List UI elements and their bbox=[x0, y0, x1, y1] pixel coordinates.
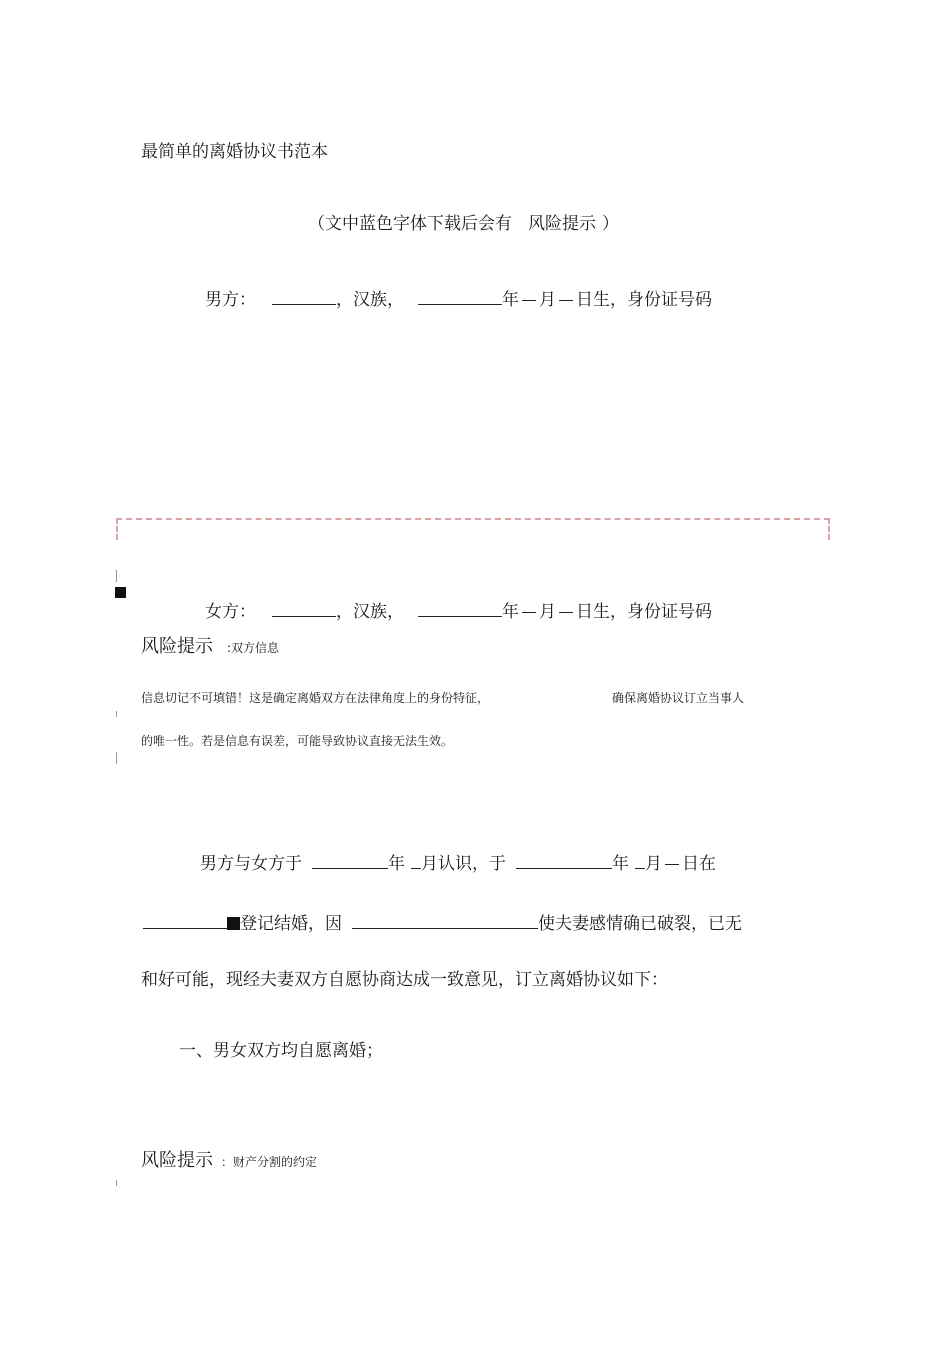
female-name-blank bbox=[272, 600, 336, 617]
para-text: 年 bbox=[612, 854, 629, 874]
risk-tip-1-title: 风险提示 bbox=[141, 636, 213, 657]
dash bbox=[665, 864, 679, 865]
meet-year-blank bbox=[312, 852, 388, 869]
female-info-line bbox=[205, 600, 712, 621]
risk-tip-1-tag: :双方信息 bbox=[227, 641, 280, 655]
male-label: 男方： bbox=[205, 290, 256, 310]
male-info-line bbox=[205, 288, 712, 309]
para-text: 月认识，于 bbox=[421, 854, 506, 874]
female-year: 年 bbox=[502, 602, 519, 622]
subtitle-risk: 风险提示 bbox=[528, 214, 596, 234]
risk-tip-1-text-b: 确保离婚协议订立当事人 bbox=[612, 691, 745, 705]
risk-tip-1-text-c: 的唯一性。若是信息有误差，可能导致协议直接无法生效。 bbox=[141, 734, 454, 748]
clause-1: 一、男女双方均自愿离婚； bbox=[179, 1041, 383, 1061]
margin-mark bbox=[116, 570, 117, 582]
dash bbox=[559, 612, 573, 613]
margin-mark bbox=[116, 752, 117, 764]
male-year-blank bbox=[418, 288, 502, 305]
risk-tip-2 bbox=[141, 1152, 317, 1170]
para-text: 日在 bbox=[682, 854, 716, 874]
female-ethnicity: ，汉族， bbox=[336, 602, 404, 622]
place-blank bbox=[143, 912, 227, 929]
dash bbox=[522, 300, 536, 301]
bullet-square-icon bbox=[115, 587, 126, 598]
risk-tip-1 bbox=[141, 638, 279, 656]
dash bbox=[559, 300, 573, 301]
para-text: 年 bbox=[388, 854, 405, 874]
female-label: 女方： bbox=[205, 602, 256, 622]
risk-tip-2-title: 风险提示 bbox=[141, 1150, 213, 1171]
paragraph-line-3: 和好可能，现经夫妻双方自愿协商达成一致意见，订立离婚协议如下： bbox=[141, 970, 668, 990]
subtitle-open: （文中蓝色字体下载后会有 bbox=[308, 214, 512, 234]
male-ethnicity: ，汉族， bbox=[336, 290, 404, 310]
para-text: 男方与女方于 bbox=[200, 854, 302, 874]
marry-year-blank bbox=[516, 852, 612, 869]
male-year: 年 bbox=[502, 290, 519, 310]
para-text: 月 bbox=[645, 854, 662, 874]
dash bbox=[522, 612, 536, 613]
male-day: 日生，身份证号码 bbox=[576, 290, 712, 310]
para-text: 登记结婚，因 bbox=[240, 914, 342, 934]
margin-mark bbox=[116, 711, 117, 717]
risk-tip-1-text-a: 信息切记不可填错！这是确定离婚双方在法律角度上的身份特征， bbox=[141, 691, 490, 705]
female-day: 日生，身份证号码 bbox=[576, 602, 712, 622]
para-text: 使夫妻感情确已破裂，已无 bbox=[538, 914, 742, 934]
meet-month-blank bbox=[411, 852, 421, 869]
subtitle bbox=[308, 216, 619, 233]
margin-mark bbox=[116, 1180, 117, 1186]
female-year-blank bbox=[418, 600, 502, 617]
document-title: 最简单的离婚协议书范本 bbox=[141, 142, 328, 162]
male-name-blank bbox=[272, 288, 336, 305]
male-month: 月 bbox=[539, 290, 556, 310]
paragraph-line-2 bbox=[143, 912, 742, 933]
risk-tip-2-tag: ：财产分割的约定 bbox=[221, 1155, 318, 1169]
marry-month-blank bbox=[635, 852, 645, 869]
female-month: 月 bbox=[539, 602, 556, 622]
subtitle-close: ） bbox=[602, 214, 619, 234]
paragraph-line-1 bbox=[200, 852, 716, 873]
comment-frame bbox=[116, 518, 830, 540]
reason-blank bbox=[352, 912, 538, 929]
square-icon bbox=[227, 917, 240, 930]
